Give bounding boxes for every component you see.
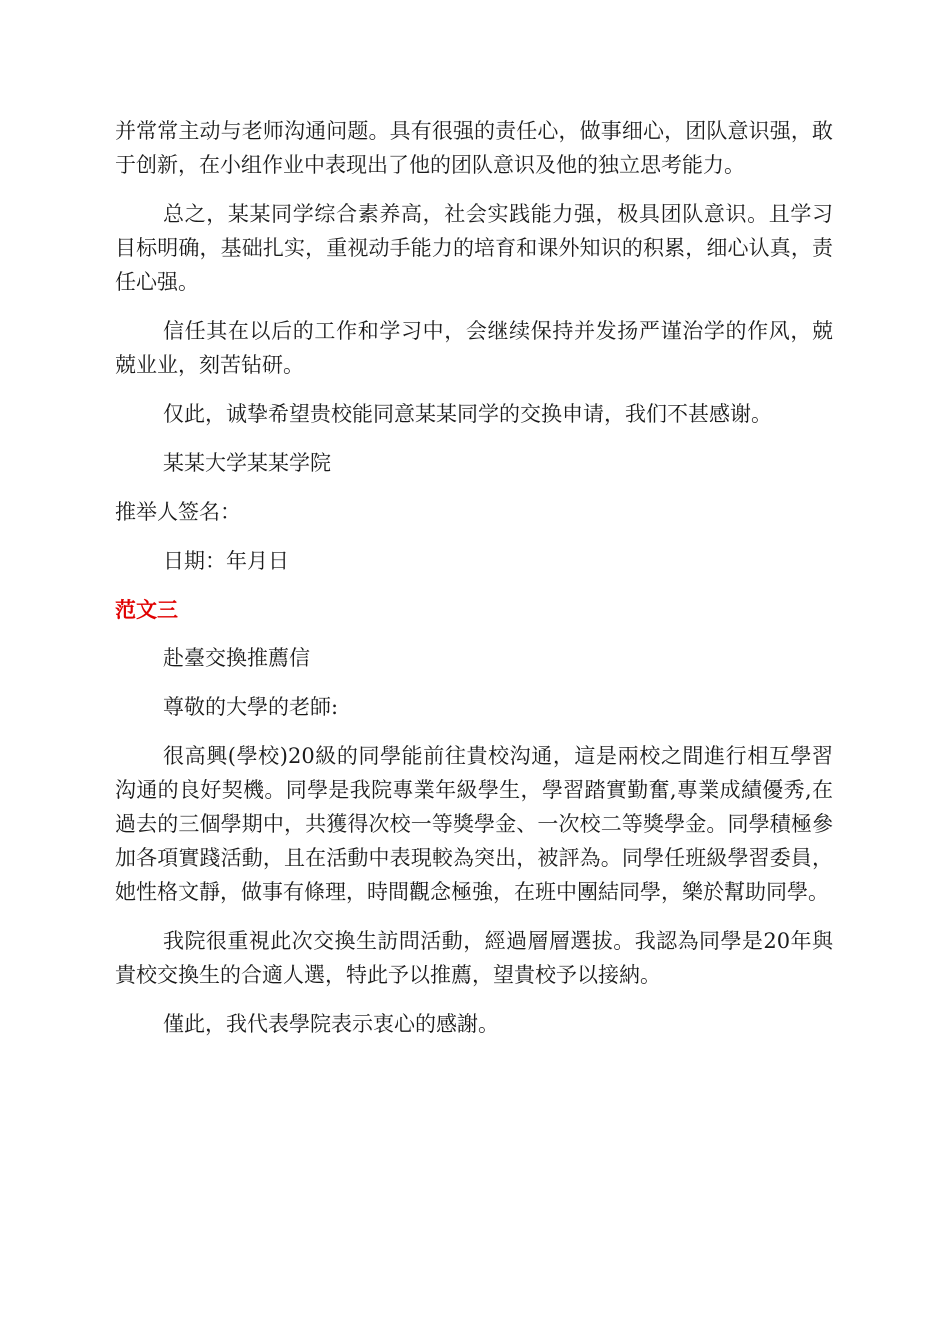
paragraph-teamwork: 并常常主动与老师沟通问题。具有很强的责任心，做事细心，团队意识强，敢于创新，在小组作业中表现出了他的团队意识及他的独立思考能力。: [115, 119, 833, 177]
letter-title: 赴臺交換推薦信: [163, 646, 310, 670]
section-heading: 范文三: [115, 598, 178, 622]
letter-paragraph-recommendation: 我院很重視此次交換生訪問活動，經過層層選拔。我認為同學是20年與貴校交換生的合適人選，特此予以推薦，望貴校予以接納。: [115, 929, 833, 987]
signature-institution: 某某大学某某学院: [163, 451, 331, 475]
signature-recommender: 推举人签名：: [115, 500, 241, 524]
signature-date: 日期：年月日: [163, 549, 289, 573]
paragraph-trust: 信任其在以后的工作和学习中，会继续保持并发扬严谨治学的作风，兢兢业业，刻苦钻研。: [115, 319, 833, 377]
document-body: [115, 114, 833, 1056]
letter-paragraph-intro: 很高興(學校)20級的同學能前往貴校沟通，這是兩校之間進行相互學習沟通的良好契機。同學是我院專業年級學生，學習踏實勤奮,專業成績優秀,在過去的三個學期中，共獲得次校一等獎學金、一次校二等獎學金。同學積極參加各項實踐活動，且在活動中表現較為突出，被評為。同學任班級學習委員，她性格文靜，做事有條理，時間觀念極強，在班中團結同學，樂於幫助同學。: [115, 744, 833, 904]
paragraph-request: 仅此，诚挚希望贵校能同意某某同学的交换申请，我们不甚感谢。: [163, 402, 772, 426]
paragraph-summary: 总之，某某同学综合素养高，社会实践能力强，极具团队意识。且学习目标明确，基础扎实，重视动手能力的培育和课外知识的积累，细心认真，责任心强。: [115, 202, 833, 294]
letter-salutation: 尊敬的大學的老師:: [163, 695, 339, 719]
letter-paragraph-thanks: 僅此，我代表學院表示衷心的感謝。: [163, 1012, 499, 1036]
